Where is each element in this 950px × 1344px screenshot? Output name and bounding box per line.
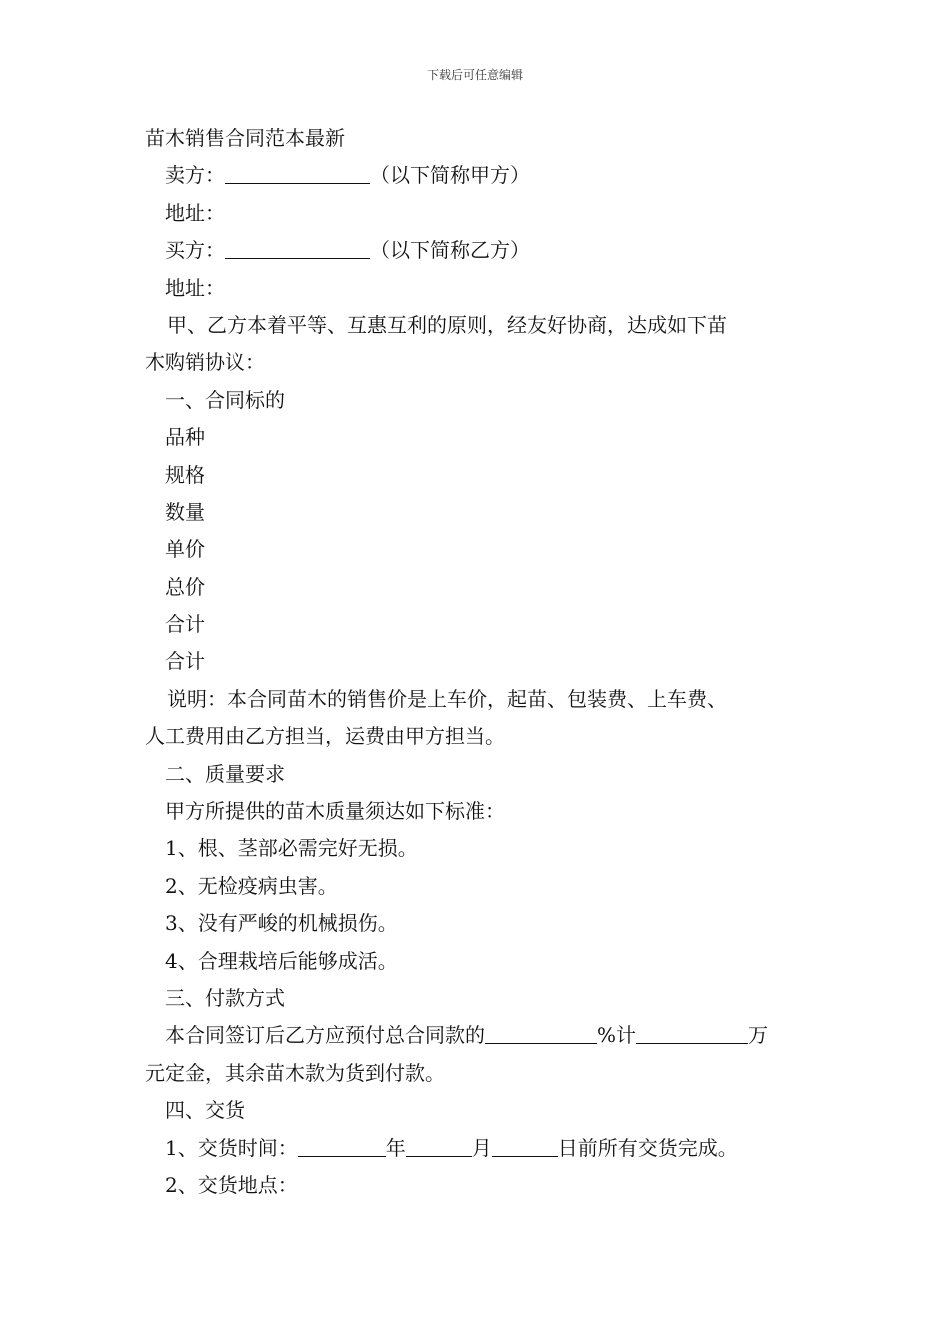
- s1-item-sum-1: 合计: [165, 612, 205, 637]
- delivery-month-label: 月: [471, 1135, 492, 1160]
- payment-line-2: 元定金，其余苗木款为货到付款。: [145, 1060, 445, 1085]
- s2-item-1: 1、根、茎部必需完好无损。: [165, 836, 418, 861]
- payment-line-1: [145, 1017, 810, 1054]
- s1-item-unit-price: 单价: [165, 537, 205, 562]
- s2-intro: 甲方所提供的苗木质量须达如下标准：: [165, 799, 505, 824]
- delivery-time-line: [145, 1130, 810, 1167]
- delivery-place-line: 2、交货地点：: [165, 1172, 298, 1197]
- seller-suffix: （以下简称甲方）: [370, 163, 530, 188]
- s1-item-quantity: 数量: [165, 499, 205, 524]
- note-line-1: 说明：本合同苗木的销售价是上车价，起苗、包装费、上车费、: [167, 686, 727, 711]
- note-line-2: 人工费用由乙方担当，运费由甲方担当。: [145, 724, 505, 749]
- section-4-heading: 四、交货: [165, 1098, 245, 1123]
- payment-amount-blank[interactable]: [636, 1019, 748, 1044]
- document-body: [145, 120, 810, 1204]
- s1-item-variety: 品种: [165, 425, 205, 450]
- intro-line-1: 甲、乙方本着平等、互惠互利的原则，经友好协商，达成如下苗: [167, 312, 727, 337]
- buyer-line: [145, 232, 810, 269]
- payment-percent-blank[interactable]: [485, 1019, 597, 1044]
- intro-line-2: 木购销协议：: [145, 350, 265, 375]
- delivery-time-label: 1、交货时间：: [165, 1135, 298, 1160]
- buyer-label: 买方：: [165, 238, 225, 263]
- delivery-year-label: 年: [385, 1135, 406, 1160]
- s1-item-spec: 规格: [165, 462, 205, 487]
- s2-item-4: 4、合理栽培后能够成活。: [165, 948, 398, 973]
- page-header: 下载后可任意编辑: [426, 68, 523, 82]
- seller-blank[interactable]: [225, 159, 370, 184]
- s2-item-2: 2、无检疫病虫害。: [165, 873, 338, 898]
- delivery-year-blank[interactable]: [298, 1132, 386, 1157]
- document-title: 苗木销售合同范本最新: [145, 126, 345, 150]
- section-1-heading: 一、合同标的: [165, 387, 285, 412]
- payment-text-c: 万: [748, 1023, 769, 1048]
- seller-label: 卖方：: [165, 163, 225, 188]
- payment-text-a: 本合同签订后乙方应预付总合同款的: [165, 1023, 485, 1048]
- s1-item-sum-2: 合计: [165, 649, 205, 674]
- delivery-day-blank[interactable]: [492, 1132, 558, 1157]
- seller-address: 地址：: [165, 200, 225, 225]
- payment-text-b: %计: [597, 1023, 637, 1048]
- buyer-suffix: （以下简称乙方）: [370, 238, 530, 263]
- s1-item-total-price: 总价: [165, 574, 205, 599]
- delivery-day-label: 日前所有交货完成。: [557, 1135, 738, 1160]
- section-2-heading: 二、质量要求: [165, 761, 285, 786]
- seller-line: [145, 157, 810, 194]
- buyer-blank[interactable]: [225, 234, 370, 259]
- buyer-address: 地址：: [165, 275, 225, 300]
- s2-item-3: 3、没有严峻的机械损伤。: [165, 911, 398, 936]
- section-3-heading: 三、付款方式: [165, 985, 285, 1010]
- delivery-month-blank[interactable]: [406, 1132, 472, 1157]
